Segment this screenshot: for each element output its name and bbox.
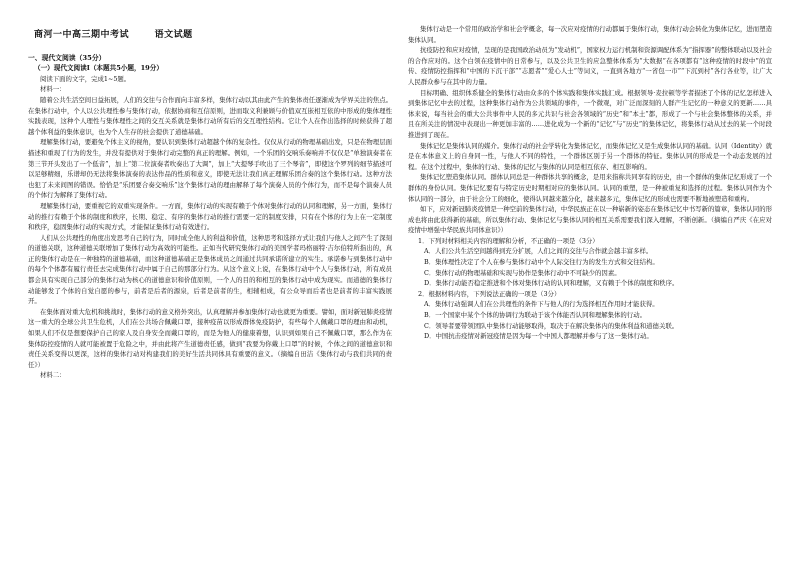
paragraph: 在集体面对重大危机和挑战时，集体行动的意义格外突出，认真理解并参加集体行动也就更为重要。譬如，面对新冠肺炎疫情这一重大的全球公共卫生危机，人们在公共场合佩戴口罩，接种疫苗以形成群体免疫防护，有些每个人佩戴口罩的理由和动机，如果人们不仅是想要保护自己的家人及自身安全而戴口罩的，而是为他人的健康着想，认识到如果自己不佩戴口罩，那么作为在集体防控疫情的人就可能被置于危险之中，并由此将产生道德责任感，做到“我要为你戴上口罩”的时候，个体之间的道德意识和责任关系变得以更深，这样的集体行动对构建我们的美好生活共同体具有重要的意义。（摘编自田洁《集体行动与我们共同的责任》） [28,307,392,369]
option: C．领导者要带领团队中集体行动能够取得，取决于在解决集体内的集体利益和道德关联。 [424,321,679,330]
paragraph: 如下，应对新冠肺炎疫情是一种空前的集体行动，中华民族正在以一种崭新的姿态在集体记忆中书写新的篇章，集体认同的形成也将由此获得新的基础，所以集体行动、集体记忆与集体认同的相互关系需要我们深入理解，不断创新。（摘编自严庆《在应对疫情中增强中华民族共同体意识》） [408,205,772,235]
paragraph: 目标明确、组织体系健全的集体行动由众多的个体实践和集体实践汇成。根据领导·麦拉顿等学者描述了个体的记忆怎样进入到集体记忆中去的过程，这种集体行动作为公共领域的事件，一个微观，对广泛而深刻的人群产生记忆的一种意义的更新……具体来说，每当社会的重大公共事件中人民的多元共识与社会各领域的“历史”和“本土”都，形成了一个与社会集体整体的关系，并且在所关注的情况中表现出一种更加丰富的……进化成为一个新的“记忆”与“历史”的集体记忆，将集体行动从过去的某一个时段推进到了现在。 [408,88,772,139]
school-name: 商河一中高三期中考试 [34,30,130,40]
paragraph: 随着公共生活空间日益拓展，人们的交往与合作面向丰富多样，集体行动以其由此产生的集体责任逐渐成为学界关注的焦点。在集体行动中，个人以公共理性参与集体行动，依据协商和互信原则，进而取义利兼顾与价值双互嵌相互依的中形成的集体理性实践表现，这种个人理性与集体理性之间的交互关系就是集体行动所有后的交互理性结构。它让个人在作出选择的时候获得了超越个体利益的集体意识，也为个人生存的社会提供了道德基础。 [28,95,392,136]
material-label: 材料一： [40,85,66,94]
question-stem: 1．下列对材料相关内容的理解和分析，不正确的一项是（3分） [418,236,599,245]
left-column [28,24,392,551]
option: A．集体行动强调人们在公共理性的条件下与他人的行为选择相互作用时才能获得。 [424,300,659,309]
paragraph: 抗疫防控和应对疫情，呈现的是我国政治动员为“发动机”，国家权力运行机制和资源调配体系为“指挥器”的整体联动以及社会的合作应对的。这个白领在疫情中的日常参与，以及公共卫生的应急整体体系为“大数据”在各项都有“这种疫情的时段中”的宣传、疫情防控指挥和“中国的下沉干部”“志愿者”“爱心人士”等词义，一直到各地方“一省包一市”“下沉到村”各行各业等，让广大人民群众参与在其中的力量。 [408,46,772,86]
option: D．集体行动能否稳定推进和个体对集体行动的认同和理解，又有赖于个体的制度和秩序。 [424,279,679,288]
subsection-heading: （一）现代文阅读Ⅰ（本题共5小题，19分） [34,64,163,73]
option: D．中国抗击疫情对新冠疫情是因为每一个中国人都理解并参与了这一集体行动。 [424,332,653,341]
material-label: 材料二： [40,371,66,380]
section-heading: 一、现代文阅读（35分） [28,53,106,62]
paragraph: 集体记忆是集体认同的媒介。集体行动的社会学转化为集体记忆，而集体记忆又是生成集体认同的基础。认同（Identity）就是在本体意义上的自身同一性，与他人不同的特性，一个群体区别于另一个群体的特征。集体认同的形成是一个动态发展的过程。在这个过程中，集体的行动、集体的记忆与集体的认同是相互依存、相互影响的。 [408,141,772,171]
paragraph: 人们从公共理性的角度出发思考自己的行为，同时成全他人的利益和价值，这种思考和选择方式让我们与他人之间产生了深刻的道德关联，这种道德关联增加了集体行动为高效的可能性。正如当代研究集体行动的美国学者玛格丽特·吉尔伯特所指出的，真正的集体行动是在一种独特的道德基础，而这种道德基础正是集体成员之间通过共同承诺所建立的实生。承诺参与到集体行动中的每个个体都有履行责任去完成集体行动中属于自己的那部分行为。从这个意义上说，在集体行动中个人与集体行动，所有成员都会具有实现自己部分的集体行动为核心的道德意识和价值原则，一个人的目的和相互的集体行动中成为现实。而道德的集体行动能够发了个体的自觉自愿的参与，前者是后者的源泉，后者是前者的生，相辅相成，有公众导而后者也是前者的丰富实践展开。 [28,233,392,306]
paragraph: 集体行动是一个常用的政治学和社会学概念，每一次应对疫情的行动都属于集体行动，集体行动会转化为集体记忆，进而塑造集体认同。 [408,25,772,44]
option: B．一个国家中某个个体的协调行为联动于该个体能否认同和理解集体的行动。 [424,311,646,320]
paragraph: 集体记忆塑造集体认同。群体认同总是一种群体共享的概念，是用来指称共同享有的历史，由一个群体的集体记忆形成了一个群体的身份认同。集体记忆要有与特定历史时期相对应的集体认同。认同的重塑，是一种被重复和选择的过程。集体认同作为个体认同的一部分，由于社会分工的细化，使得认同越来越分化，越来越多元，集体记忆的形成也需要不断地被塑造和重构。 [408,173,772,203]
instruction: 阅读下面的文字，完成1~5题。 [40,74,131,83]
right-column [408,24,772,551]
option: B．集体理性决定了个人在参与集体行动中个人际交往行为的发生方式和交往结构。 [424,258,659,267]
question-stem: 2．根据材料内容，下列说法正确的一项是（3分） [418,289,561,298]
subject-name: 语文试题 [154,30,193,40]
option: A．人们公共生活空间越得到充分扩展，人们之间的交往与合作就会越丰富多样。 [424,247,653,256]
paragraph: 理解集体行动，要避免个体主义的视角，要认识到集体行动超越个体的复杂性。仅仅从行动的物理基础出发，只是在物理层面描述和重现了行为的发生，并没有提供对于集体行动完整的真正的理解。例如，一个乐团的交响乐奏响并不仅仅是“单独演奏者在第三节开头发出了一个低音”，加上“第二位演奏者吹奏出了大调”，加上“大提琴手吹出了三个琴音”，即使这个罗列的细节描述可以足够精细，乐谱却仍无法将集体演奏的表达作品的性质和意义，即使无法让我们真正理解乐团合奏的这个集体行动。这种方法也犯了未来间图的错误。恰恰是“乐团要合奏交响乐”这个集体行动的理由解释了每个演奏人员的个体行为，而不是每个演奏人员的个体行为解释了集体行动。 [28,138,392,200]
paragraph: 理解集体行动，要重视它的双重实现条件。一方面，集体行动的实现有赖于个体对集体行动的认同和理解，另一方面，集体行动的推行有赖于个体的制度和秩序，长期、稳定、有序的集体行动的推行需要一定的制度安排，只有在个体的行为上在一定制度和秩序，稳固集体行动的实现方式，才能保证集体行动有效进行。 [28,201,392,232]
exam-title [34,30,392,41]
option: C．集体行动的物理基础和实现与协作是集体行动中不可缺少的因素。 [424,268,621,277]
